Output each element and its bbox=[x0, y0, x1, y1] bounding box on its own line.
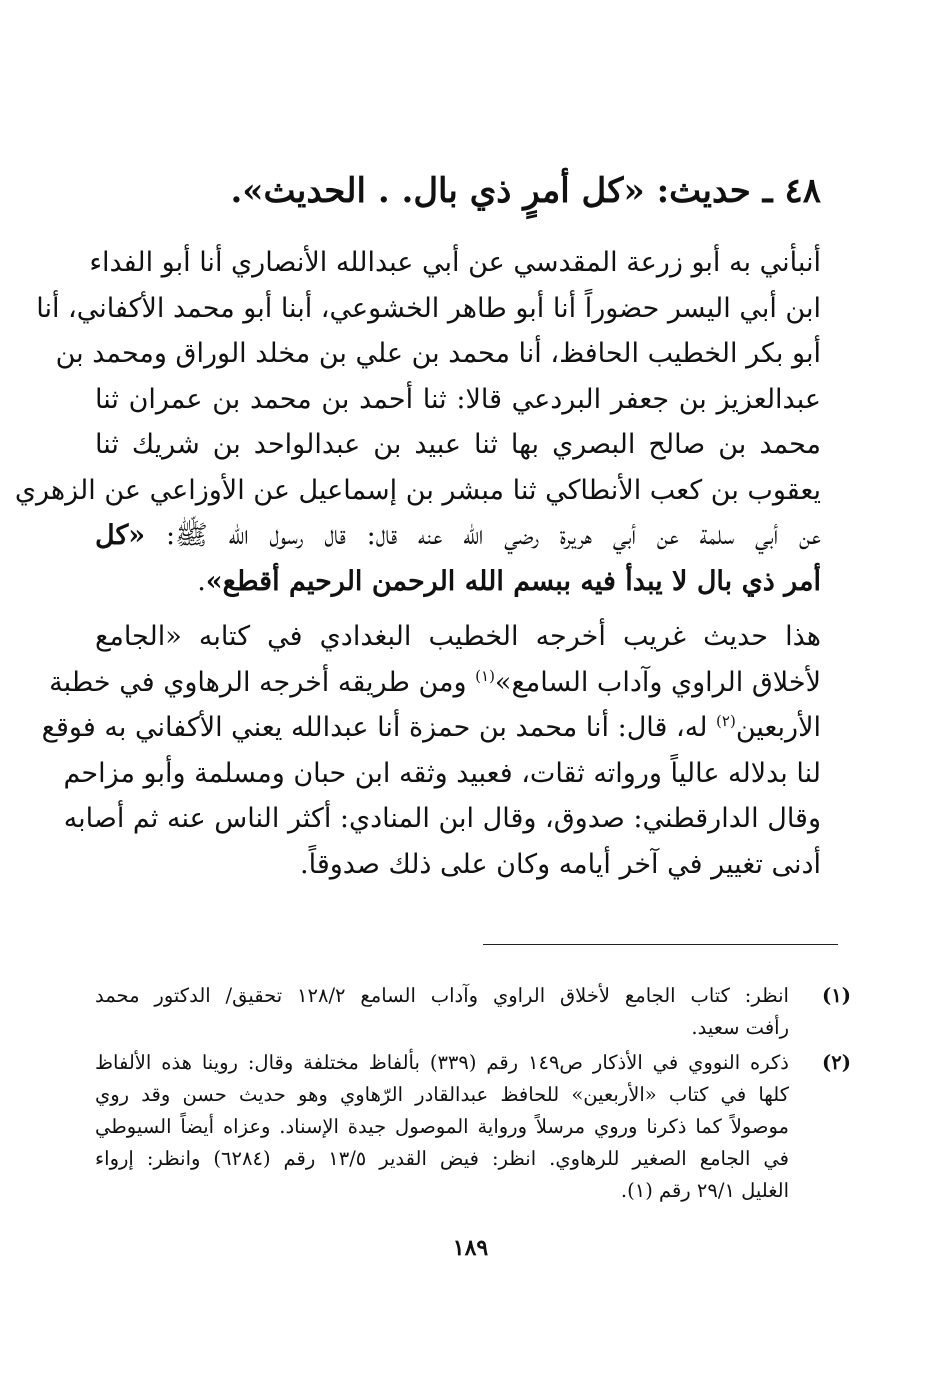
footnote-number: (١) bbox=[822, 984, 851, 1007]
text-line bbox=[95, 513, 821, 559]
main-text bbox=[14, 240, 821, 887]
text-segment: لأخلاق الراوي وآداب السامع» bbox=[494, 666, 821, 698]
footnote-number: (٢) bbox=[822, 1051, 851, 1074]
text-line: أنبأني به أبو زرعة المقدسي عن أبي عبدالله الأنصاري أنا أبو الفداء bbox=[89, 247, 821, 278]
text-line: أبو بكر الخطيب الحافظ، أنا محمد بن علي بن مخلد الوراق ومحمد بن bbox=[55, 338, 821, 369]
footnote-line: في الجامع الصغير للرهاوي. انظر: فيض القدير ١٣/٥ رقم (٦٢٨٤) وانظر: إرواء bbox=[95, 1147, 789, 1170]
text-line: وقال الدارقطني: صدوق، وقال ابن المنادي: أكثر الناس عنه ثم أصابه bbox=[63, 803, 821, 834]
text-line: عبدالعزيز بن جعفر البردعي قالا: ثنا أحمد بن محمد بن عمران ثنا bbox=[95, 383, 821, 415]
paragraph-chain bbox=[14, 240, 821, 604]
text-line: يعقوب بن كعب الأنطاكي ثنا مبشر بن إسماعيل عن الأوزاعي عن الزهري bbox=[14, 474, 821, 506]
text-line bbox=[41, 705, 821, 751]
footnote-line: كلها في كتاب «الأربعين» للحافظ عبدالقادر الرّهاوي وهو حديث حسن وقد روي bbox=[95, 1083, 789, 1106]
text-line bbox=[95, 559, 821, 605]
text-segment: له، قال: أنا محمد بن حمزة أنا عبدالله يعني الأكفاني به فوقع bbox=[41, 712, 717, 743]
text-line: محمد بن صالح البصري بها ثنا عبيد بن عبدالواحد بن شريك ثنا bbox=[95, 429, 821, 460]
text-line: هذا حديث غريب أخرجه الخطيب البغدادي في كتابه «الجامع bbox=[95, 621, 821, 652]
text-segment: ومن طريقه أخرجه الرهاوي في خطبة bbox=[49, 666, 476, 698]
text-segment: عن أبي سلمة عن أبي هريرة رضي الله عنه قال: قال رسول الله ﷺ: bbox=[145, 520, 821, 551]
text-segment: . bbox=[197, 565, 206, 597]
text-line: لنا بدلاله عالياً ورواته ثقات، فعبيد وثقه ابن حبان ومسلمة وأبو مزاحم bbox=[63, 757, 821, 789]
footnote-divider bbox=[483, 944, 838, 945]
text-line bbox=[49, 660, 821, 706]
footnote-line: رأفت سعيد. bbox=[691, 1016, 789, 1039]
footnote-line: الغليل ٢٩/١ رقم (١). bbox=[620, 1179, 789, 1202]
text-line: ابن أبي اليسر حضوراً أنا أبو طاهر الخشوعي، أبنا أبو محمد الأكفاني، أنا bbox=[36, 292, 821, 324]
footnote-line: موصولاً كما ذكرنا وروي مرسلاً ورواية الموصول جيدة الإسناد. وعزاه أيضاً السيوطي bbox=[95, 1115, 789, 1138]
text-segment: الأربعين bbox=[735, 712, 821, 743]
footnote-ref[interactable]: (١) bbox=[475, 666, 495, 685]
text-line: أدنى تغيير في آخر أيامه وكان على ذلك صدوقاً. bbox=[300, 848, 821, 880]
hadith-text: أمر ذي بال لا يبدأ فيه ببسم الله الرحمن الرحيم أقطع» bbox=[205, 565, 821, 597]
footnotes bbox=[95, 980, 851, 1210]
footnote bbox=[95, 980, 851, 1044]
footnote-line: انظر: كتاب الجامع لأخلاق الراوي وآداب السامع ١٢٨/٢ تحقيق/ الدكتور محمد bbox=[95, 984, 789, 1007]
hadith-heading: ٤٨ ـ حديث: «كل أمرٍ ذي بال. . الحديث». bbox=[230, 171, 821, 211]
footnote-line: ذكره النووي في الأذكار ص١٤٩ رقم (٣٣٩) بألفاظ مختلفة وقال: روينا هذه الألفاظ bbox=[95, 1051, 789, 1074]
page-number: ١٨٩ bbox=[452, 1235, 489, 1261]
footnote bbox=[95, 1047, 851, 1207]
paragraph-commentary bbox=[41, 614, 821, 887]
footnote-ref[interactable]: (٢) bbox=[716, 712, 736, 730]
hadith-text-start: «كل bbox=[95, 520, 146, 551]
